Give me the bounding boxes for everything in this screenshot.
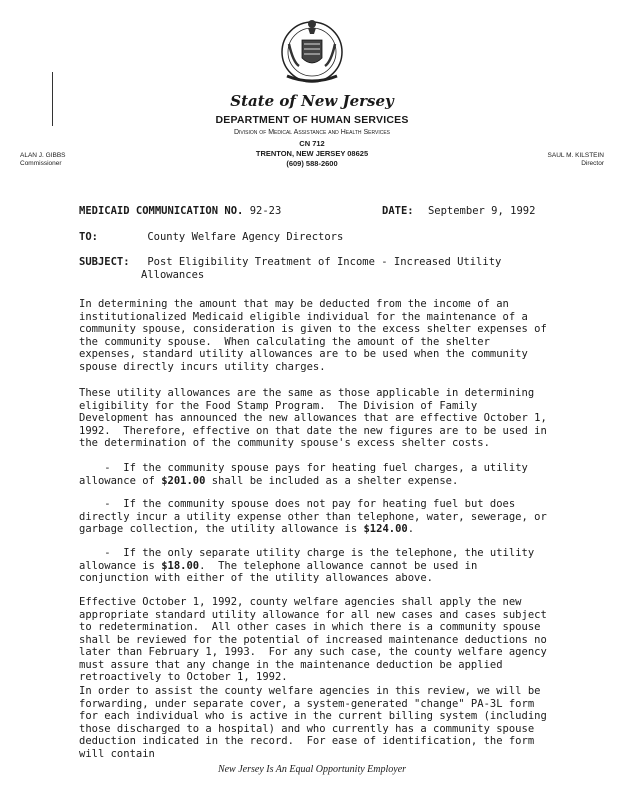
footer-eeo-statement: New Jersey Is An Equal Opportunity Employer	[217, 764, 407, 775]
date-field	[382, 205, 535, 217]
subject-line-2: Allowances	[141, 269, 205, 281]
bullet-1-tail: shall be included as a shelter expense.	[205, 474, 459, 487]
state-name: State of New Jersey	[230, 92, 394, 110]
paragraph-2: These utility allowances are the same as those applicable in determining eligibility for the Food Stamp Program. The Division of Family Development has announced the new allowances that are effective October 1, 1992. Therefore, effective on that date the new figures are to be used in the determination of the community spouse's excess shelter costs.	[79, 387, 554, 449]
division-name: Division of Medical Assistance and Health Services	[233, 129, 391, 136]
subject-field	[79, 256, 501, 268]
director-block	[548, 152, 604, 168]
director-title: Director	[581, 160, 604, 167]
city-address: TRENTON, NEW JERSEY 08625	[255, 149, 369, 158]
bullet-other-utility	[79, 498, 554, 536]
bullet-heating-fuel	[79, 462, 549, 487]
to-value: County Welfare Agency Directors	[147, 231, 344, 243]
commissioner-block	[20, 152, 66, 168]
commissioner-title: Commissioner	[20, 160, 62, 167]
paragraph-3: Effective October 1, 1992, county welfare agencies shall apply the new appropriate standard utility allowance for all new cases and cases subject to redetermination. All other cases in which there is a community spouse shall be reviewed for the potential of increased maintenance deductions no later than February 1, 1993. For any such case, the county welfare agency must assure that any change in the maintenance deduction be applied retroactively to October 1, 1992.	[79, 596, 554, 683]
to-label: TO:	[79, 231, 98, 243]
commissioner-name: ALAN J. GIBBS	[20, 152, 66, 159]
date-value: September 9, 1992	[427, 205, 536, 217]
communication-value: 92-23	[249, 205, 282, 217]
phone-number: (609) 588-2600	[286, 159, 338, 168]
paragraph-1: In determining the amount that may be deducted from the income of an institutionalized Medicaid eligible individual for the maintenance of a community spouse, consideration is given to the excess shelter expenses of the community spouse. When calculating the amount of the shelter expenses, standard utility allowances are to be used when the community spouse directly incurs utility charges.	[79, 298, 554, 373]
bullet-3-tail: . The telephone allowance cannot be used in conjunction with either of the utility allowances above.	[79, 559, 484, 584]
communication-label: MEDICAID COMMUNICATION NO.	[79, 205, 244, 217]
bullet-telephone	[79, 547, 549, 585]
bullet-3-amount: $18.00	[161, 559, 200, 572]
state-seal-image	[277, 12, 347, 90]
bullet-1-amount: $201.00	[161, 474, 206, 487]
department-name: DEPARTMENT OF HUMAN SERVICES	[215, 114, 409, 126]
bullet-2-amount: $124.00	[363, 523, 408, 535]
subject-line-1: Post Eligibility Treatment of Income - Increased Utility	[147, 256, 502, 268]
to-field	[79, 231, 343, 243]
date-label: DATE:	[382, 205, 414, 217]
cn-number: CN 712	[299, 139, 325, 148]
bullet-2-tail: .	[407, 523, 415, 535]
bullet-2-text: - If the community spouse does not pay for heating fuel but does directly incur a utility expense other than telephone, water, sewerage, or garbage collection, the utility allowance is	[79, 498, 554, 535]
subject-label: SUBJECT:	[79, 256, 130, 268]
communication-number	[79, 205, 281, 217]
paragraph-4: In order to assist the county welfare agencies in this review, we will be forwarding, under separate cover, a system-generated "change" PA-3L form for each individual who is active in the current billing system (including those discharged to a hospital) and who currently has a community spouse deduction indicated in the record. For ease of identification, the form will contain	[79, 685, 554, 760]
bullet-1-text: - If the community spouse pays for heating fuel charges, a utility allowance of	[79, 462, 535, 487]
bullet-3-text: - If the only separate utility charge is the telephone, the utility allowance is	[79, 547, 541, 572]
director-name: SAUL M. KILSTEIN	[547, 152, 604, 159]
